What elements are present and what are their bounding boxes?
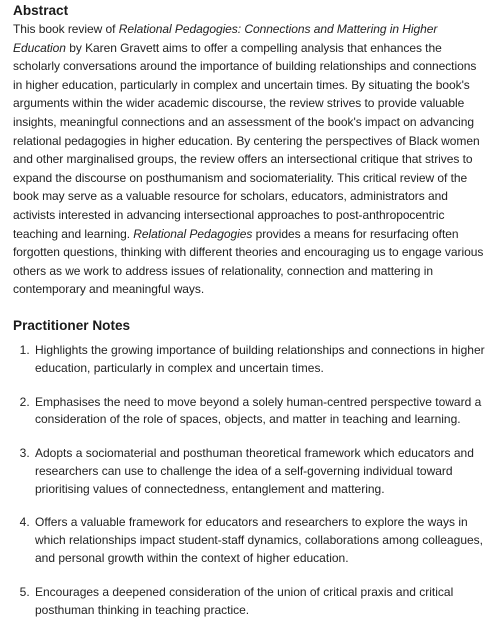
practitioner-notes-list (13, 342, 485, 620)
abstract-text-3: provides a means for resurfacing often forgotten questions, thinking with different theories and encouraging us to engage various others as we work to address issues of relationality, connection and mattering in contemporary and meaningful ways. (13, 226, 484, 297)
book-short-title-italic: Relational Pedagogies (133, 226, 253, 241)
abstract-text-1: This book review of (13, 22, 119, 36)
list-item: 4. Offers a valuable framework for educators and researchers to explore the ways in which relationships impact student-staff dynamics, collaborations among colleagues, and personal growth within the context of higher education. (33, 514, 485, 567)
abstract-heading: Abstract (13, 3, 69, 18)
list-item: 3. Adopts a sociomaterial and posthuman theoretical framework which educators and researchers can use to challenge the idea of a self-governing individual toward prioritising values of connectedness, entanglement and mattering. (33, 445, 485, 498)
practitioner-notes-heading: Practitioner Notes (13, 317, 131, 333)
abstract-text-2: by Karen Gravett aims to offer a compelling analysis that enhances the scholarly conversations around the importance of building relationships and connections in higher education, particularly in complex and uncertain times. By situating the book's arguments within the wider academic discourse, the review strives to provide valuable insights, meaningful connections and an assessment of the book's impact on advancing relational pedagogies in higher education. By centering the perspectives of Black women and other marginalised groups, the review offers an intersectional critique that strives to expand the discourse on posthumanism and sociomateriality. This critical review of the book may serve as a valuable resource for scholars, educators, administrators and activists interested in advancing intersectional approaches to post-anthropocentric teaching and learning. (13, 40, 480, 241)
list-item: 2. Emphasises the need to move beyond a solely human-centred perspective toward a consideration of the role of spaces, objects, and matter in teaching and learning. (33, 394, 485, 430)
article-content (13, 0, 485, 619)
abstract-paragraph (13, 20, 485, 299)
list-item: 1. Highlights the growing importance of building relationships and connections in higher education, particularly in complex and uncertain times. (33, 342, 485, 378)
book-title-italic: Relational Pedagogies: Connections and Mattering in Higher Education (13, 22, 438, 55)
list-item: 5. Encourages a deepened consideration of the union of critical praxis and critical posthuman thinking in teaching practice. (33, 584, 485, 620)
